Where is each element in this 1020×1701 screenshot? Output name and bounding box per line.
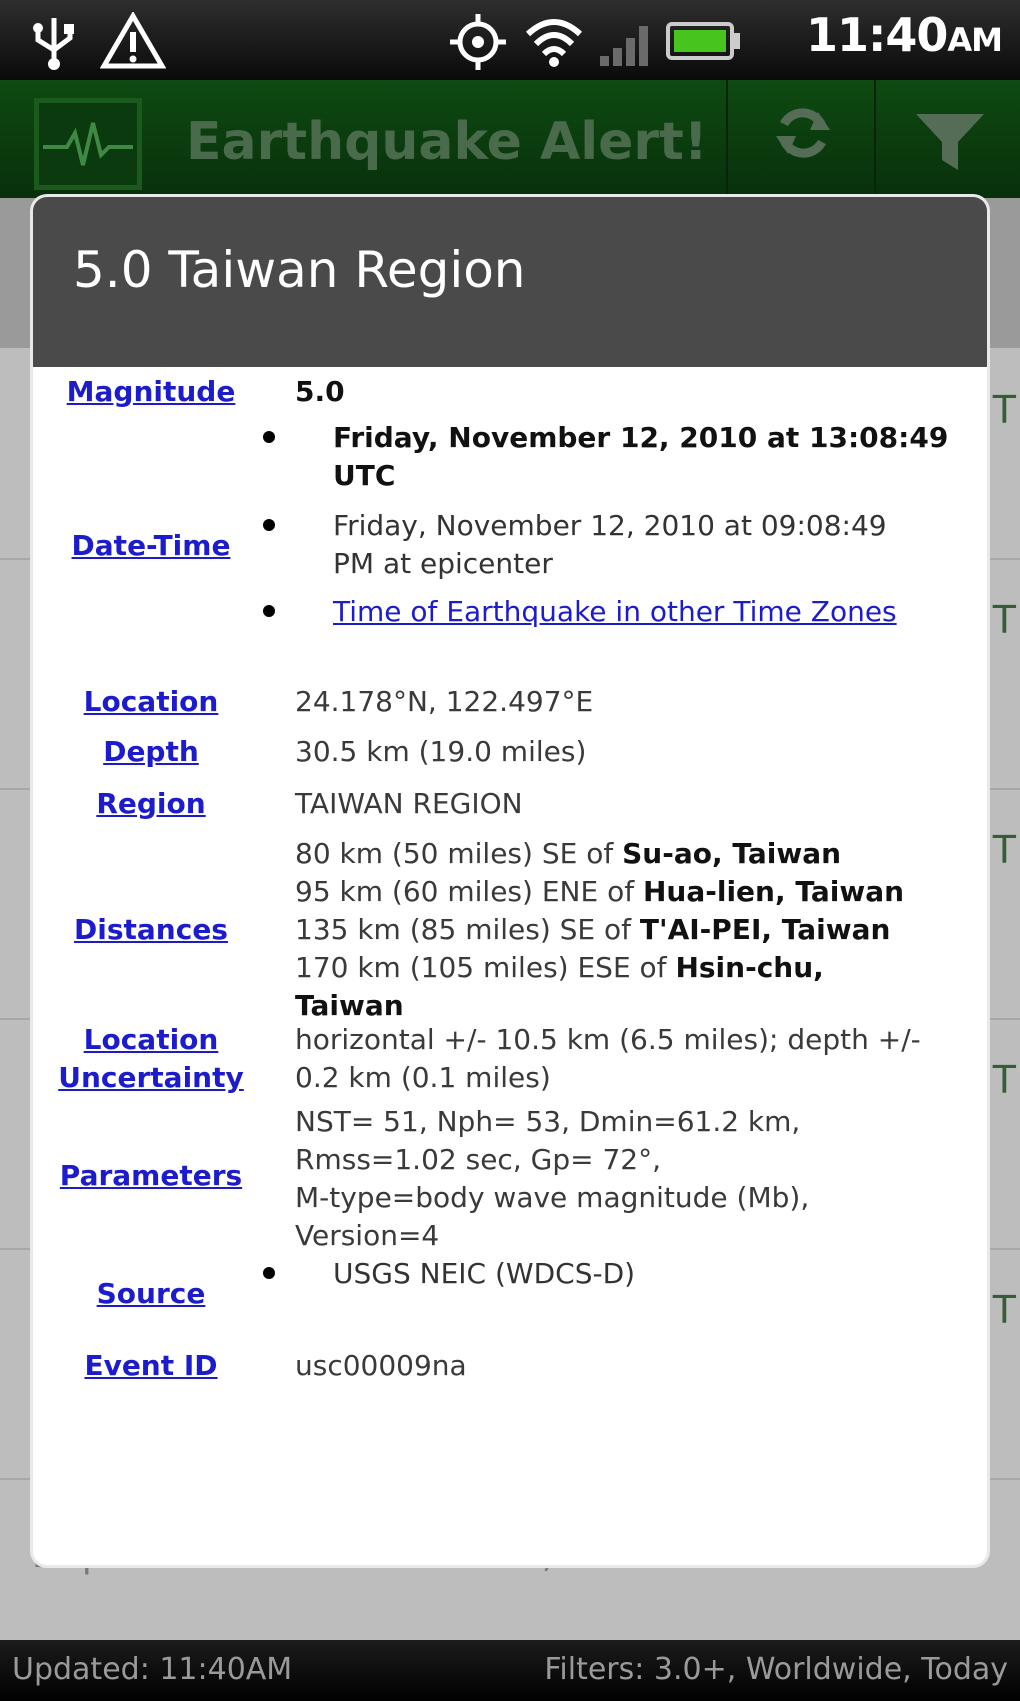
list-item[interactable]: T (0, 788, 1020, 1020)
usb-icon (30, 12, 78, 74)
signal-icon (598, 18, 658, 72)
app-title-bar (0, 80, 1020, 198)
updated-status: Updated: 11:40AM (12, 1652, 293, 1687)
depth-link[interactable]: Depth (103, 735, 199, 768)
warning-icon (100, 12, 166, 74)
seismograph-icon (34, 98, 142, 190)
time-zones-link[interactable]: Time of Earthquake in other Time Zones (333, 595, 897, 628)
magnitude-value: 5.0 (295, 375, 345, 408)
list-item[interactable]: T (0, 348, 1020, 560)
bullet (263, 519, 275, 531)
bullet (263, 1267, 275, 1279)
location-link[interactable]: Location (83, 685, 219, 718)
dialog-header (33, 197, 987, 367)
distance-row: Taiwan (295, 989, 404, 1022)
uncertainty-value: horizontal +/- 10.5 km (6.5 miles); depth +/- 0.2 km (0.1 miles) (295, 1023, 921, 1094)
source-link[interactable]: Source (96, 1277, 206, 1310)
distance-row: 170 km (105 miles) ESE of Hsin-chu, (295, 951, 824, 984)
earthquake-detail-dialog (33, 197, 987, 1565)
filters-status[interactable]: Filters: 3.0+, Worldwide, Today (544, 1652, 1008, 1687)
gps-icon (448, 12, 508, 76)
distance-row: 80 km (50 miles) SE of Su-ao, Taiwan (295, 837, 842, 870)
event-id-value: usc00009na (295, 1349, 467, 1382)
dialog-body (33, 367, 987, 1565)
list-item[interactable]: T (0, 558, 1020, 790)
toolbar-divider (726, 80, 728, 198)
footer-bar (0, 1640, 1020, 1701)
event-id-link[interactable]: Event ID (84, 1349, 218, 1382)
distances-link[interactable]: Distances (74, 913, 228, 946)
toolbar-divider (874, 80, 876, 198)
source-value: USGS NEIC (WDCS-D) (333, 1257, 636, 1290)
region-value: TAIWAN REGION (295, 787, 523, 820)
clock: 11:40AM (805, 8, 1002, 62)
distances-list (295, 835, 965, 1025)
datetime-link[interactable]: Date-Time (71, 529, 231, 562)
parameters-value: NST= 51, Nph= 53, Dmin=61.2 km, Rmss=1.02 sec, Gp= 72°, M-type=body wave magnitude (Mb), Version=4 (295, 1105, 810, 1252)
distance-row: 135 km (85 miles) SE of T'AI-PEI, Taiwan (295, 913, 891, 946)
local-time: Friday, November 12, 2010 at 09:08:49 PM at epicenter (333, 509, 887, 580)
location-value: 24.178°N, 122.497°E (295, 685, 594, 718)
app-title: Earthquake Alert! (186, 112, 708, 172)
location-uncertainty-link[interactable]: Location Uncertainty (58, 1023, 244, 1094)
refresh-icon[interactable] (772, 102, 834, 168)
wifi-icon (522, 14, 586, 72)
battery-icon (666, 20, 742, 66)
utc-time: Friday, November 12, 2010 at 13:08:49 UTC (333, 421, 949, 492)
dialog-title: 5.0 Taiwan Region (73, 241, 526, 299)
list-item[interactable]: T (0, 1248, 1020, 1480)
filter-icon[interactable] (912, 110, 988, 178)
bullet (263, 605, 275, 617)
status-bar (0, 0, 1020, 80)
magnitude-link[interactable]: Magnitude (66, 375, 236, 408)
depth-value: 30.5 km (19.0 miles) (295, 735, 587, 768)
list-item[interactable]: T (0, 1018, 1020, 1250)
distance-row: 95 km (60 miles) ENE of Hua-lien, Taiwan (295, 875, 905, 908)
parameters-link[interactable]: Parameters (59, 1159, 243, 1192)
bullet (263, 431, 275, 443)
region-link[interactable]: Region (96, 787, 206, 820)
